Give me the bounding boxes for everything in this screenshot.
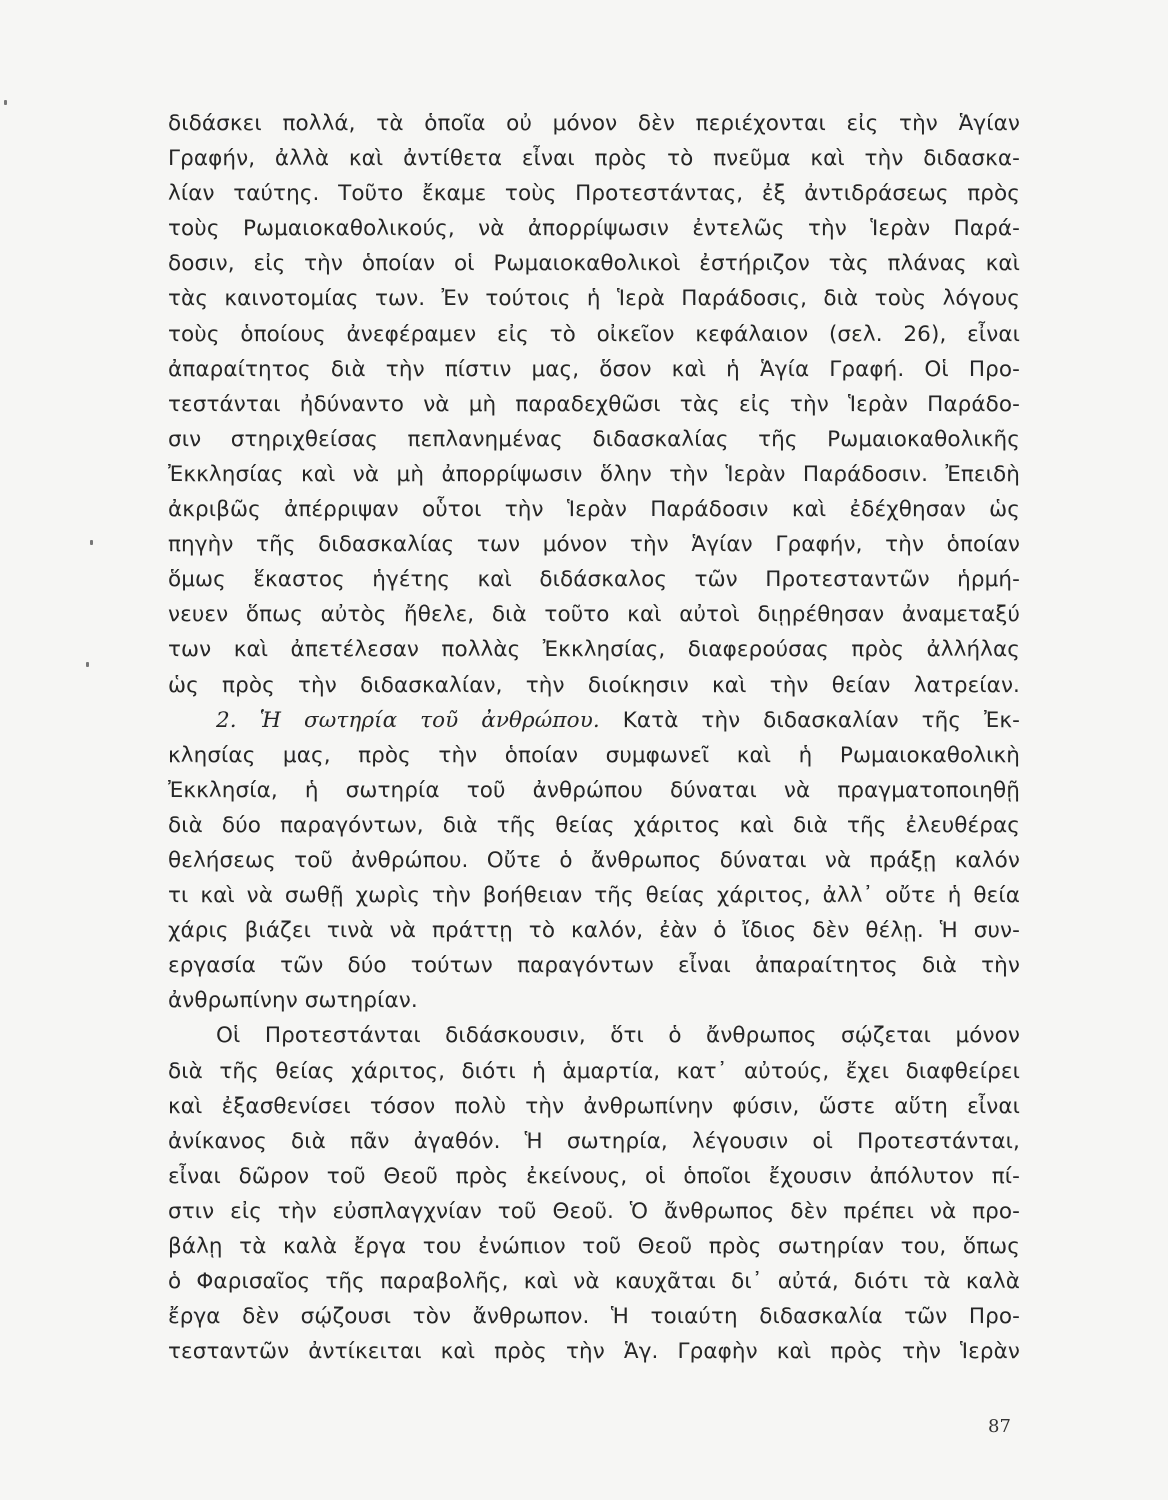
text-line: ὡς πρὸς τὴν διδασκαλίαν, τὴν διοίκησιν καὶ τὴν θείαν λατρείαν. [168, 672, 1020, 698]
page-number: 87 [988, 1416, 1011, 1437]
text-line: ὅμως ἕκαστος ἡγέτης καὶ διδάσκαλος τῶν Προτεσταντῶν ἡρμή- [168, 567, 1020, 593]
text-line: Ἐκκλησίας καὶ νὰ μὴ ἀπορρίψωσιν ὅλην τὴν Ἱερὰν Παράδοσιν. Ἐπειδὴ [168, 461, 1020, 487]
text-line: Οἱ Προτεστάνται διδάσκουσιν, ὅτι ὁ ἄνθρωπος σῴζεται μόνον [216, 1023, 1020, 1049]
text-line: τεστάνται ἠδύναντο νὰ μὴ παραδεχθῶσι τὰς εἰς τὴν Ἱερὰν Παράδο- [168, 391, 1020, 417]
section-heading-line [168, 703, 1020, 738]
scan-speck [86, 662, 89, 667]
text-line: νευεν ὅπως αὐτὸς ἤθελε, διὰ τοῦτο καὶ αὐτοὶ διῃρέθησαν ἀναμεταξύ [168, 602, 1020, 628]
text-line: κλησίας μας, πρὸς τὴν ὁποίαν συμφωνεῖ καὶ ἡ Ρωμαιοκαθολικὴ [168, 742, 1020, 768]
text-line: ἀνίκανος διὰ πᾶν ἀγαθόν. Ἡ σωτηρία, λέγουσιν οἱ Προτεστάνται, [168, 1128, 1020, 1154]
text-line: σιν στηριχθείσας πεπλανημένας διδασκαλίας τῆς Ρωμαιοκαθολικῆς [168, 426, 1020, 452]
body-text [168, 106, 1020, 1369]
text-line: πηγὴν τῆς διδασκαλίας των μόνον τὴν Ἁγίαν Γραφήν, τὴν ὁποίαν [168, 532, 1020, 558]
text-line: εἶναι δῶρον τοῦ Θεοῦ πρὸς ἐκείνους, οἱ ὁποῖοι ἔχουσιν ἀπόλυτον πί- [168, 1163, 1020, 1189]
scan-speck [90, 540, 93, 545]
text-line: Ἐκκλησία, ἡ σωτηρία τοῦ ἀνθρώπου δύναται νὰ πραγματοποιηθῇ [168, 777, 1020, 803]
text-line: τεσταντῶν ἀντίκειται καὶ πρὸς τὴν Ἁγ. Γραφὴν καὶ πρὸς τὴν Ἱερὰν [168, 1339, 1020, 1365]
text-line: ὁ Φαρισαῖος τῆς παραβολῆς, καὶ νὰ καυχᾶται δι᾽ αὐτά, διότι τὰ καλὰ [168, 1269, 1020, 1295]
text-line: διὰ δύο παραγόντων, διὰ τῆς θείας χάριτος καὶ διὰ τῆς ἐλευθέρας [168, 812, 1020, 838]
text-line: βάλῃ τὰ καλὰ ἔργα του ἐνώπιον τοῦ Θεοῦ πρὸς σωτηρίαν του, ὅπως [168, 1234, 1020, 1259]
text-line: λίαν ταύτης. Τοῦτο ἔκαμε τοὺς Προτεστάντας, ἐξ ἀντιδράσεως πρὸς [168, 181, 1020, 207]
text-line: διδάσκει πολλά, τὰ ὁποῖα οὐ μόνον δὲν περιέχονται εἰς τὴν Ἁγίαν [168, 111, 1020, 136]
text-line: θελήσεως τοῦ ἀνθρώπου. Οὔτε ὁ ἄνθρωπος δύναται νὰ πράξῃ καλόν [168, 847, 1020, 873]
text-line: Γραφήν, ἀλλὰ καὶ ἀντίθετα εἶναι πρὸς τὸ πνεῦμα καὶ τὴν διδασκα- [168, 146, 1020, 172]
text-line: ἀνθρωπίνην σωτηρίαν. [168, 988, 418, 1014]
text-line: τὰς καινοτομίας των. Ἐν τούτοις ἡ Ἱερὰ Παράδοσις, διὰ τοὺς λόγους [168, 286, 1020, 312]
text-line: τι καὶ νὰ σωθῇ χωρὶς τὴν βοήθειαν τῆς θείας χάριτος, ἀλλ᾽ οὔτε ἡ θεία [168, 883, 1020, 909]
text-line: δοσιν, εἰς τὴν ὁποίαν οἱ Ρωμαιοκαθολικοὶ ἐστήριζον τὰς πλάνας καὶ [168, 251, 1020, 277]
text-line: χάρις βιάζει τινὰ νὰ πράττῃ τὸ καλόν, ἐὰν ὁ ἴδιος δὲν θέλῃ. Ἡ συν- [168, 918, 1020, 944]
text-line: ἀπαραίτητος διὰ τὴν πίστιν μας, ὅσον καὶ ἡ Ἁγία Γραφή. Οἱ Προ- [168, 356, 1020, 382]
section-heading-continuation: Κατὰ τὴν διδασκαλίαν τῆς Ἐκ- [622, 707, 1020, 733]
text-line: εργασία τῶν δύο τούτων παραγόντων εἶναι ἀπαραίτητος διὰ τὴν [168, 953, 1020, 979]
text-line: των καὶ ἀπετέλεσαν πολλὰς Ἐκκλησίας, διαφερούσας πρὸς ἀλλήλας [168, 637, 1020, 663]
text-line: διὰ τῆς θείας χάριτος, διότι ἡ ἁμαρτία, κατ᾽ αὐτούς, ἔχει διαφθείρει [168, 1058, 1020, 1084]
text-line: στιν εἰς τὴν εὐσπλαγχνίαν τοῦ Θεοῦ. Ὁ ἄνθρωπος δὲν πρέπει νὰ προ- [168, 1198, 1020, 1224]
scan-speck [4, 100, 7, 105]
section-heading: 2. Ἡ σωτηρία τοῦ ἀνθρώπου. [216, 707, 600, 733]
text-line: τοὺς Ρωμαιοκαθολικούς, νὰ ἀπορρίψωσιν ἐντελῶς τὴν Ἱερὰν Παρά- [168, 216, 1020, 242]
text-line: ἀκριβῶς ἀπέρριψαν οὗτοι τὴν Ἱερὰν Παράδοσιν καὶ ἐδέχθησαν ὡς [168, 497, 1020, 523]
text-line: καὶ ἐξασθενίσει τόσον πολὺ τὴν ἀνθρωπίνην φύσιν, ὥστε αὕτη εἶναι [168, 1093, 1020, 1119]
text-line: ἔργα δὲν σῴζουσι τὸν ἄνθρωπον. Ἡ τοιαύτη διδασκαλία τῶν Προ- [168, 1304, 1020, 1330]
text-line: τοὺς ὁποίους ἀνεφέραμεν εἰς τὸ οἰκεῖον κεφάλαιον (σελ. 26), εἶναι [168, 321, 1020, 347]
